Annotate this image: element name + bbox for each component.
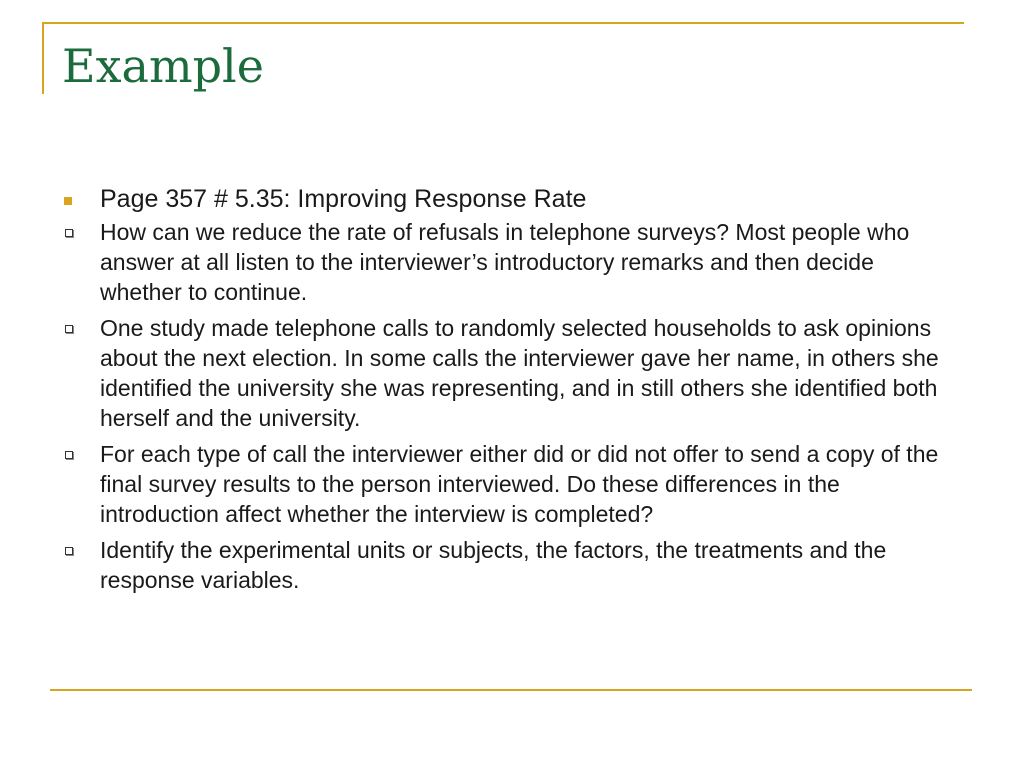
bullet-item: [62, 184, 962, 214]
sub-bullet-item: [62, 313, 962, 433]
footer-rule: [50, 689, 972, 691]
title-frame-top-rule: [42, 22, 964, 24]
sub-bullet-item: [62, 535, 962, 595]
sub-bullet-item: [62, 439, 962, 529]
title-frame-left-rule: [42, 22, 44, 94]
sub-bullet-text: How can we reduce the rate of refusals in telephone surveys? Most people who answer at all listen to the interviewer’s introductory remarks and then decide whether to continue.: [100, 219, 910, 305]
hollow-square-bullet-icon: [65, 547, 73, 555]
sub-bullet-text: Identify the experimental units or subjects, the factors, the treatments and the response variables.: [100, 537, 887, 593]
sub-bullet-list: [62, 217, 962, 595]
hollow-square-bullet-icon: [65, 451, 73, 459]
hollow-square-bullet-icon: [65, 229, 73, 237]
sub-bullet-text: One study made telephone calls to randomly selected households to ask opinions about the next election. In some calls the interviewer gave her name, in others she identified the university she was representing, and in still others she identified both herself and the university.: [100, 315, 939, 431]
sub-bullet-item: [62, 217, 962, 307]
hollow-square-bullet-icon: [65, 325, 73, 333]
bullet-text: Page 357 # 5.35: Improving Response Rate: [100, 185, 587, 213]
sub-bullet-text: For each type of call the interviewer either did or did not offer to send a copy of the final survey results to the person interviewed. Do these differences in the introduction affect whether the interview is completed?: [100, 441, 939, 527]
slide-content: [62, 184, 962, 601]
square-bullet-icon: [64, 197, 72, 205]
slide-title: Example: [62, 39, 264, 93]
